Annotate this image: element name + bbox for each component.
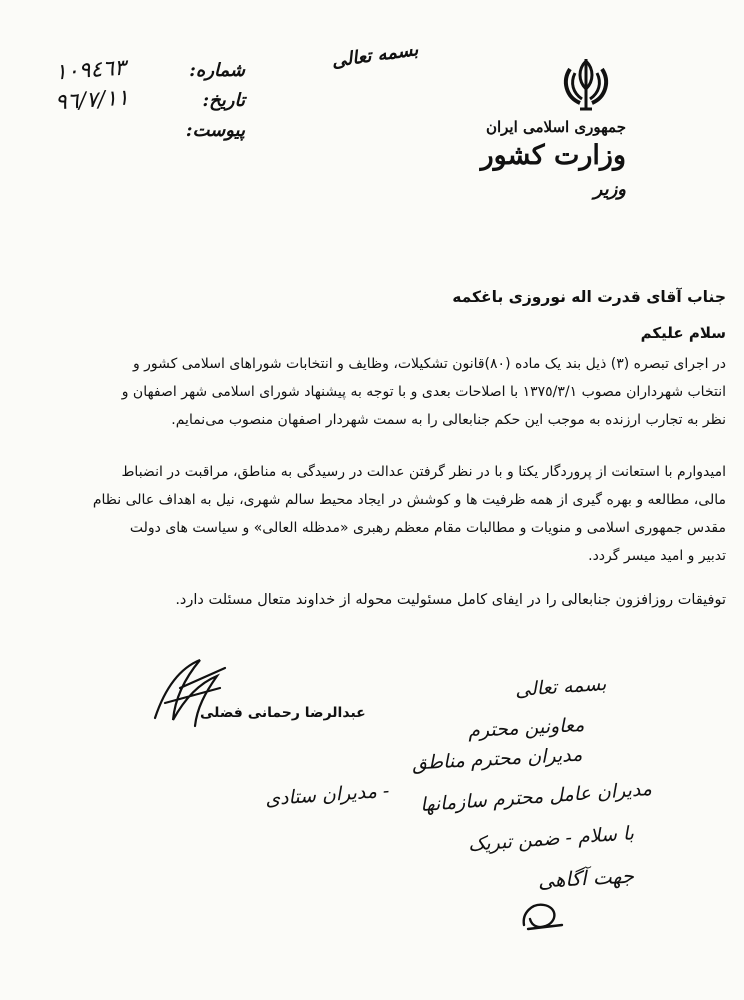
handwritten-line: بسمه تعالی bbox=[514, 672, 607, 702]
signer-name: عبدالرضا رحمانی فضلی bbox=[200, 705, 366, 721]
handwritten-line: مدیران عامل محترم سازمانها bbox=[419, 777, 653, 817]
number-label: شماره: bbox=[189, 60, 245, 81]
ministry-name: وزارت کشور bbox=[480, 140, 626, 171]
country-name: جمهوری اسلامی ایران bbox=[485, 118, 626, 136]
recipient: جناب آقای قدرت اله نوروزی باغکمه bbox=[452, 288, 726, 306]
invocation: بسمه تعالی bbox=[330, 39, 420, 72]
handwritten-line: جهت آگاهی bbox=[537, 863, 635, 893]
letter-date: ٩٦/٧/١١ bbox=[54, 85, 130, 116]
handwritten-line: معاونین محترم bbox=[467, 713, 585, 743]
attachment-row bbox=[55, 118, 265, 148]
letter-number: ١٠٩٤٦٣ bbox=[54, 55, 127, 86]
handwritten-line: با سلام - ضمن تبریک bbox=[467, 822, 635, 856]
paragraph-line: مقدس جمهوری اسلامی و منویات و مطالبات مقام معظم رهبری «مدظله العالی» و سیاست های دولت bbox=[129, 520, 726, 536]
paragraph-line: در اجرای تبصره (٣) ذیل بند یک ماده (٨٠)قانون تشکیلات، وظایف و انتخابات شوراهای اسلامی کشور و bbox=[132, 356, 726, 372]
number-row bbox=[54, 55, 265, 88]
closing-line: توفیقات روزافزون جنابعالی را در ایفای کامل مسئولیت محوله از خداوند متعال مسئلت دارد. bbox=[175, 592, 726, 608]
paragraph-line: نظر به تجارب ارزنده به موجب این حکم جنابعالی را به سمت شهردار اصفهان منصوب می‌نمایم. bbox=[171, 412, 726, 428]
paragraph-line: مالی، مطالعه و بهره گیری از همه ظرفیت ها و کوشش در ایجاد محیط سالم شهری، نیل به اهداف عالی نظام bbox=[92, 492, 726, 508]
paragraph-line: انتخاب شهرداران مصوب ١٣٧٥/٣/١ با اصلاحات بعدی و با توجه به پیشنهاد شورای اسلامی شهر اصفهان و bbox=[121, 384, 726, 400]
paragraph-wishes bbox=[92, 458, 726, 570]
paragraph-appointment bbox=[121, 350, 726, 434]
office-name: وزیر bbox=[593, 179, 626, 200]
handwritten-line: - مدیران ستادی bbox=[263, 779, 390, 811]
iran-emblem-icon bbox=[556, 55, 616, 115]
date-row bbox=[54, 85, 265, 118]
paragraph-line: امیدوارم با استعانت از پروردگار یکتا و با در نظر گرفتن عدالت در رسیدگی به مناطق، مراقبت در انضباط bbox=[121, 464, 726, 480]
paragraph-line: تدبیر و امید میسر گردد. bbox=[588, 548, 726, 564]
handwritten-line: مدیران محترم مناطق bbox=[411, 743, 583, 775]
handwritten-initial-mark bbox=[518, 895, 568, 935]
letter-meta bbox=[54, 55, 265, 148]
signature-mark bbox=[145, 648, 235, 738]
attachment-label: پیوست: bbox=[185, 120, 245, 141]
date-label: تاریخ: bbox=[202, 90, 245, 111]
greeting: سلام علیکم bbox=[640, 324, 726, 342]
ministry-header bbox=[406, 118, 626, 200]
